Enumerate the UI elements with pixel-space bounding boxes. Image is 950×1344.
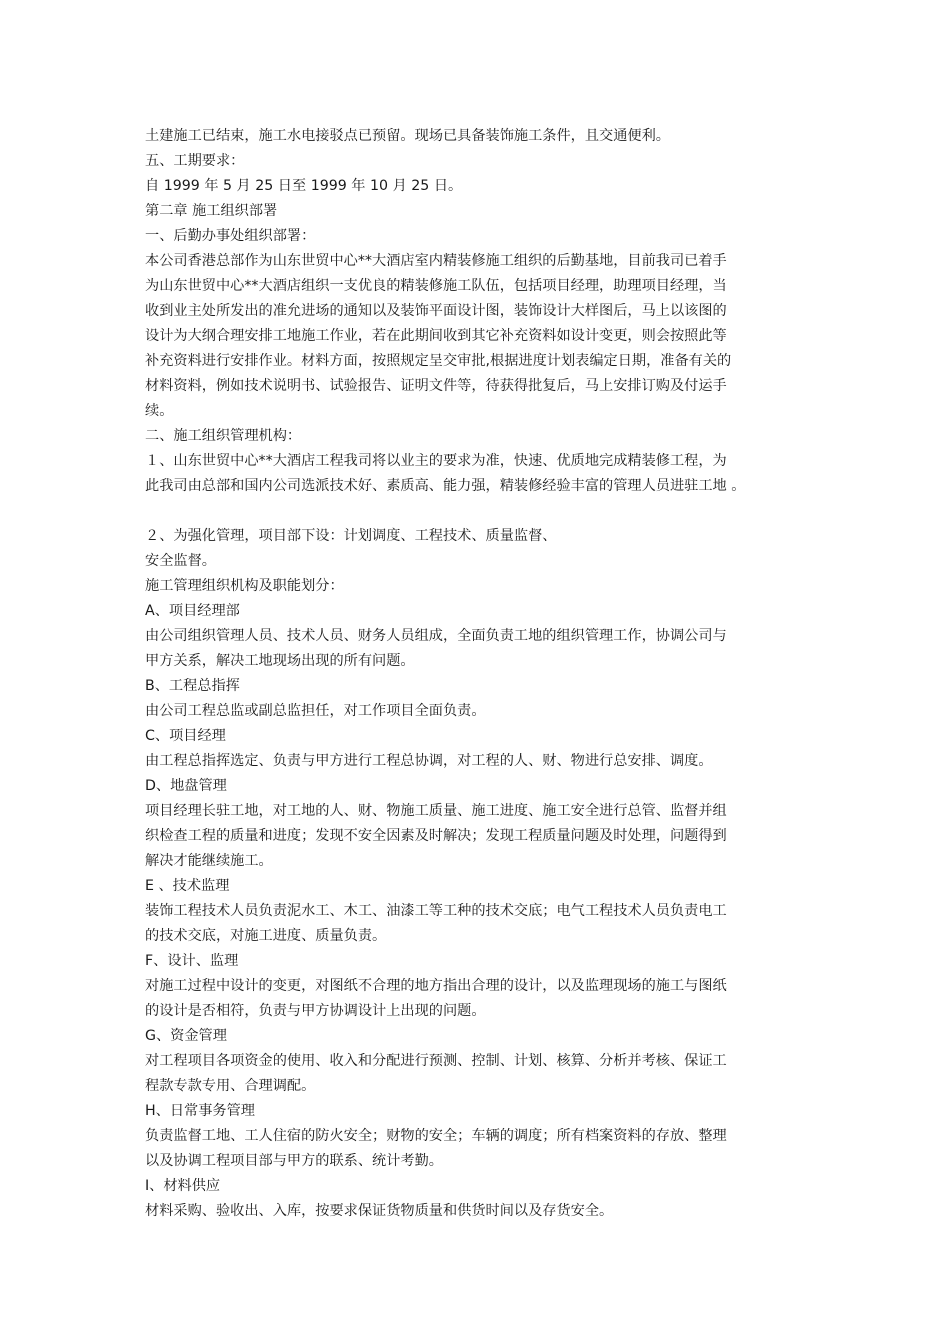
item-heading: I、材料供应 xyxy=(145,1178,221,1194)
text-line: 由公司组织管理人员、技术人员、财务人员组成，全面负责工地的组织管理工作，协调公司与 xyxy=(145,628,727,644)
text-line: 织检查工程的质量和进度；发现不安全因素及时解决；发现工程质量问题及时处理，问题得到 xyxy=(145,828,727,844)
text-line: 本公司香港总部作为山东世贸中心**大酒店室内精装修施工组织的后勤基地，目前我司已着手 xyxy=(145,253,727,269)
blank-line xyxy=(145,499,820,524)
item-heading: B、工程总指挥 xyxy=(145,678,240,694)
section-heading: 一、后勤办事处组织部署： xyxy=(145,228,316,244)
section-heading: 二、施工组织管理机构： xyxy=(145,428,302,444)
text-line: 安全监督。 xyxy=(145,553,216,569)
item-heading: H、日常事务管理 xyxy=(145,1103,255,1119)
text-line: 补充资料进行安排作业。材料方面，按照规定呈交审批,根据进度计划表编定日期，准备有关的 xyxy=(145,353,732,369)
text-line: 收到业主处所发出的准允进场的通知以及装饰平面设计图，装饰设计大样图后，马上以该图的 xyxy=(145,303,727,319)
text-line: ２、为强化管理，项目部下设：计划调度、工程技术、质量监督、 xyxy=(145,528,557,544)
text-line: 自 1999 年 5 月 25 日至 1999 年 10 月 25 日。 xyxy=(145,178,463,194)
text-line: 负责监督工地、工人住宿的防火安全；财物的安全；车辆的调度；所有档案资料的存放、整理 xyxy=(145,1128,727,1144)
subsection-heading: 施工管理组织机构及职能划分： xyxy=(145,578,344,594)
text-line: 对工程项目各项资金的使用、收入和分配进行预测、控制、计划、核算、分析并考核、保证工 xyxy=(145,1053,727,1069)
text-line: 此我司由总部和国内公司选派技术好、素质高、能力强，精装修经验丰富的管理人员进驻工地 。 xyxy=(145,478,746,494)
text-line: 材料资料，例如技术说明书、试验报告、证明文件等，待获得批复后，马上安排订购及付运手 xyxy=(145,378,727,394)
item-heading: G、资金管理 xyxy=(145,1028,227,1044)
text-line: 设计为大纲合理安排工地施工作业，若在此期间收到其它补充资料如设计变更，则会按照此等 xyxy=(145,328,727,344)
document-body xyxy=(145,124,820,1224)
item-heading: D、地盘管理 xyxy=(145,778,227,794)
text-line: 的设计是否相符，负责与甲方协调设计上出现的问题。 xyxy=(145,1003,486,1019)
text-line: 解决才能继续施工。 xyxy=(145,853,273,869)
item-heading: F、设计、监理 xyxy=(145,953,239,969)
text-line: 土建施工已结束，施工水电接驳点已预留。现场已具备装饰施工条件，且交通便利。 xyxy=(145,128,670,144)
item-heading: A、项目经理部 xyxy=(145,603,240,619)
item-heading: E 、技术监理 xyxy=(145,878,230,894)
chapter-heading: 第二章 施工组织部署 xyxy=(145,203,278,219)
text-line: 项目经理长驻工地，对工地的人、财、物施工质量、施工进度、施工安全进行总管、监督并组 xyxy=(145,803,727,819)
text-line: 材料采购、验收出、入库，按要求保证货物质量和供货时间以及存货安全。 xyxy=(145,1203,614,1219)
text-line: 续。 xyxy=(145,403,174,419)
text-line: 为山东世贸中心**大酒店组织一支优良的精装修施工队伍，包括项目经理，助理项目经理，当 xyxy=(145,278,727,294)
item-heading: C、项目经理 xyxy=(145,728,226,744)
text-line: 由工程总指挥选定、负责与甲方进行工程总协调，对工程的人、财、物进行总安排、调度。 xyxy=(145,753,713,769)
text-line: １、山东世贸中心**大酒店工程我司将以业主的要求为准，快速、优质地完成精装修工程，为 xyxy=(145,453,727,469)
text-line: 由公司工程总监或副总监担任，对工作项目全面负责。 xyxy=(145,703,486,719)
text-line: 以及协调工程项目部与甲方的联系、统计考勤。 xyxy=(145,1153,443,1169)
text-line: 装饰工程技术人员负责泥水工、木工、油漆工等工种的技术交底；电气工程技术人员负责电工 xyxy=(145,903,727,919)
text-line: 程款专款专用、合理调配。 xyxy=(145,1078,316,1094)
text-line: 甲方关系，解决工地现场出现的所有问题。 xyxy=(145,653,415,669)
section-heading: 五、工期要求： xyxy=(145,153,245,169)
text-line: 对施工过程中设计的变更，对图纸不合理的地方指出合理的设计，以及监理现场的施工与图纸 xyxy=(145,978,727,994)
text-line: 的技术交底，对施工进度、质量负责。 xyxy=(145,928,387,944)
